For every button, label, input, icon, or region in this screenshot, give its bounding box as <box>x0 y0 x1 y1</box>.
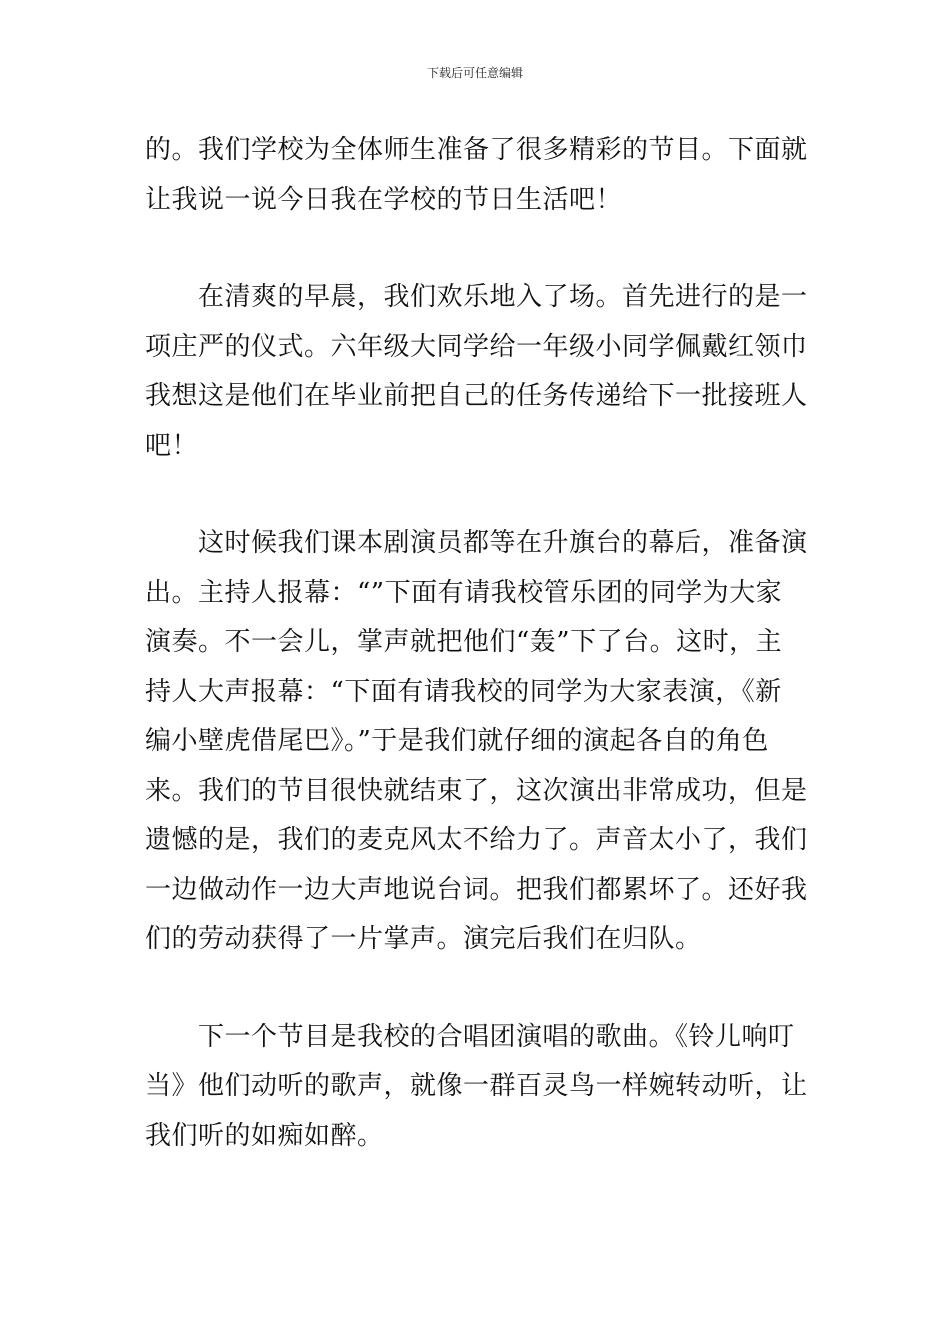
paragraph-1 <box>145 126 809 225</box>
text-line: 来。我们的节目很快就结束了，这次演出非常成功，但是 <box>145 775 808 806</box>
text-line: 让我说一说今日我在学校的节日生活吧！ <box>145 184 623 215</box>
text-line: 下一个节目是我校的合唱团演唱的歌曲。《铃儿响叮 <box>198 1021 795 1052</box>
text-line: 演奏。不一会儿，掌声就把他们“轰”下了台。这时，主 <box>145 627 783 657</box>
text-line: 项庄严的仪式。六年级大同学给一年级小同学佩戴红领巾 <box>145 331 808 362</box>
text-line: 的。我们学校为全体师生准备了很多精彩的节目。下面就 <box>145 135 808 165</box>
text-line: 我想这是他们在毕业前把自己的任务传递给下一批接班人 <box>145 381 808 411</box>
text-line: 编小壁虎借尾巴》。”于是我们就仔细的演起各自的角色 <box>145 726 769 756</box>
page-header-note: 下载后可任意编辑 <box>426 66 523 80</box>
paragraph-3 <box>145 519 809 965</box>
text-line: 们的劳动获得了一片掌声。演完后我们在归队。 <box>145 924 702 954</box>
paragraph-4 <box>145 1013 809 1162</box>
paragraph-gap <box>145 471 809 519</box>
text-line: 出。主持人报幕：“”下面有请我校管乐团的同学为大家 <box>145 577 783 608</box>
text-line: 遗憾的是，我们的麦克风太不给力了。声音太小了，我们 <box>145 825 808 855</box>
text-line: 吧！ <box>145 430 199 461</box>
text-line: 一边做动作一边大声地说台词。把我们都累坏了。还好我 <box>145 874 808 905</box>
text-line: 这时候我们课本剧演员都等在升旗台的幕后，准备演 <box>198 528 808 558</box>
document-body <box>145 126 809 1161</box>
paragraph-gap <box>145 225 809 273</box>
paragraph-2 <box>145 273 809 471</box>
text-line: 我们听的如痴如醉。 <box>145 1120 384 1151</box>
text-line: 持人大声报幕：“下面有请我校的同学为大家表演，《新 <box>145 676 782 707</box>
paragraph-gap <box>145 965 809 1013</box>
text-line: 在清爽的早晨，我们欢乐地入了场。首先进行的是一 <box>198 282 808 312</box>
text-line: 当》他们动听的歌声，就像一群百灵鸟一样婉转动听，让 <box>145 1071 808 1101</box>
